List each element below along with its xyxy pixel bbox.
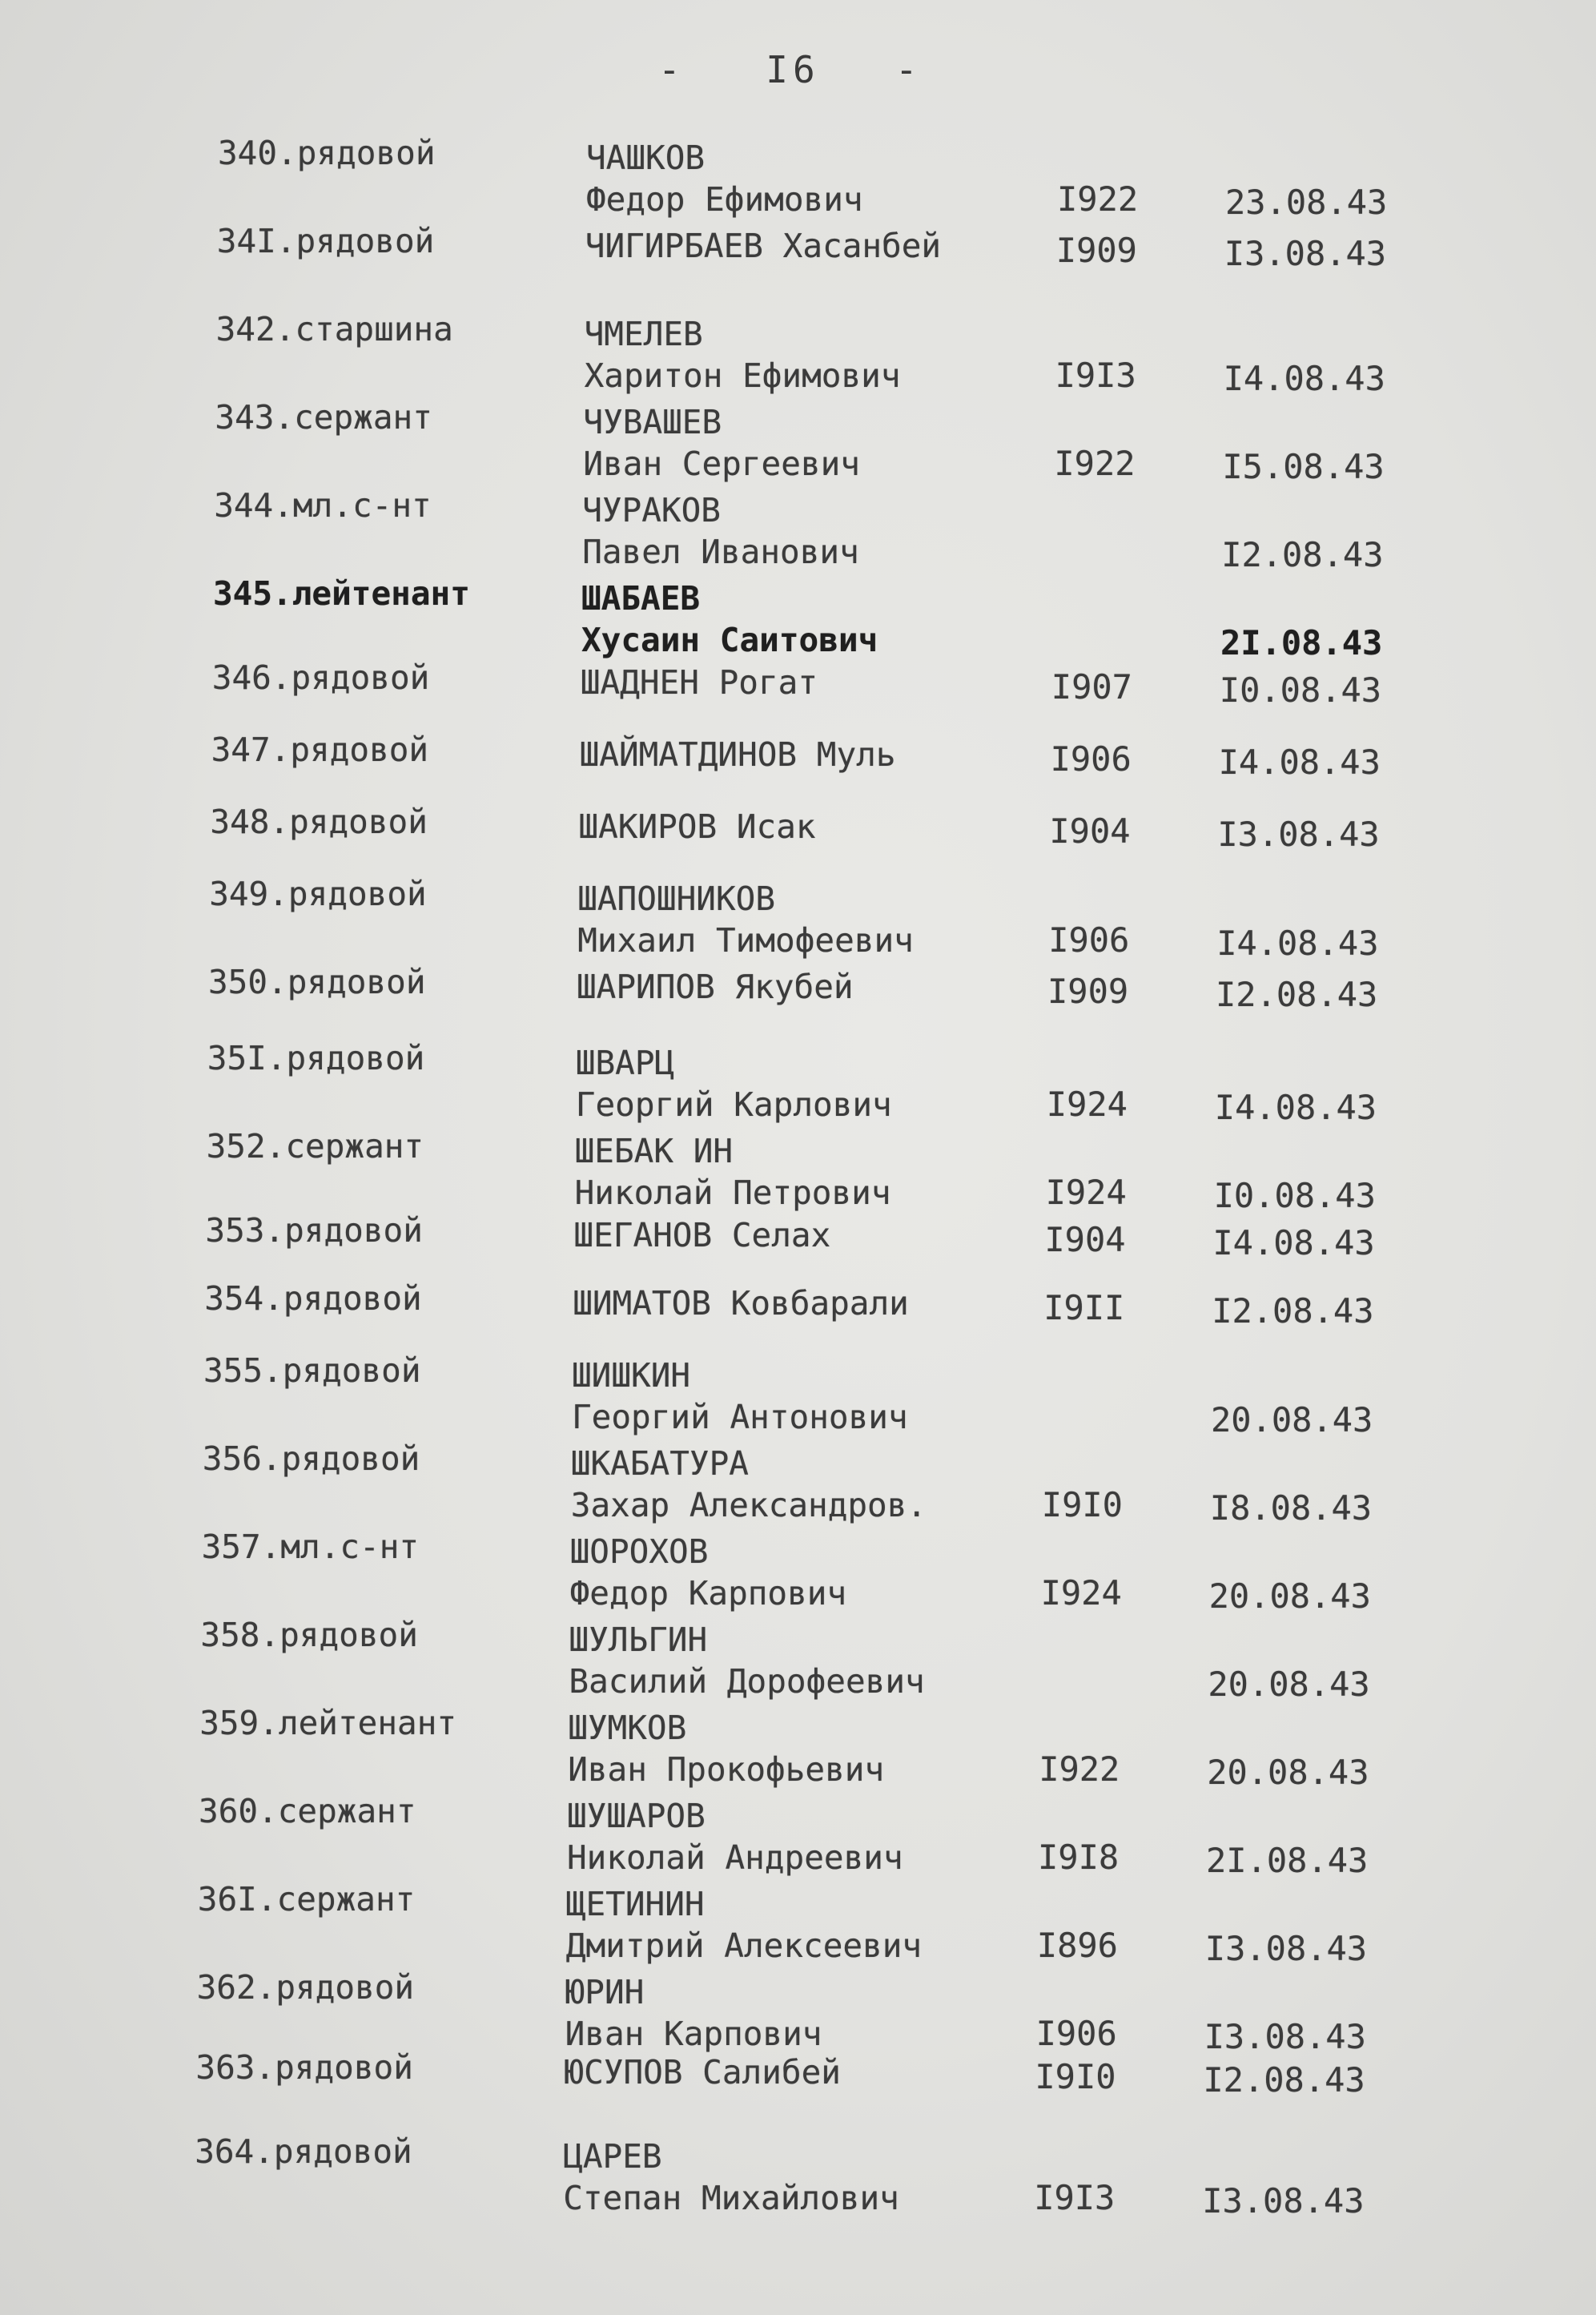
date-cell: I4.08.43: [1214, 1088, 1377, 1127]
date-cell: 20.08.43: [1207, 1753, 1369, 1792]
date-cell: 20.08.43: [1208, 1576, 1371, 1616]
list-item: [0, 1350, 1596, 1439]
rank-cell: 340.рядовой: [218, 134, 436, 172]
date-cell: I2.08.43: [1212, 1291, 1374, 1331]
list-item: [0, 1614, 1596, 1704]
list-item: [0, 485, 1596, 574]
rank-cell: 349.рядовой: [209, 875, 427, 913]
given-name-cell: Василий Дорофеевич: [569, 1662, 925, 1701]
surname-cell: ШАЙМАТДИНОВ Муль: [579, 735, 896, 774]
birth-year-cell: I904: [1049, 811, 1131, 851]
date-cell: I3.08.43: [1224, 234, 1387, 273]
surname-cell: ЧУВАШЕВ: [583, 403, 722, 441]
surname-cell: ШУМКОВ: [568, 1709, 687, 1747]
birth-year-cell: I9I8: [1038, 1838, 1120, 1877]
date-cell: 2I.08.43: [1220, 623, 1383, 662]
given-name-cell: Захар Александров.: [570, 1486, 927, 1524]
birth-year-cell: I9I0: [1035, 2057, 1116, 2096]
birth-year-cell: I9II: [1043, 1288, 1125, 1327]
birth-year-cell: I907: [1051, 667, 1132, 707]
date-cell: I3.08.43: [1217, 815, 1380, 854]
given-name-cell: Николай Андреевич: [567, 1838, 903, 1877]
date-cell: I5.08.43: [1222, 447, 1385, 486]
given-name-cell: Николай Петрович: [574, 1174, 891, 1212]
list-item: [0, 1526, 1596, 1616]
surname-cell: ШИМАТОВ Ковбарали: [573, 1284, 909, 1323]
surname-cell: ШЕГАНОВ Селах: [573, 1216, 831, 1254]
birth-year-cell: I9I3: [1055, 356, 1136, 395]
rank-cell: 355.рядовой: [203, 1351, 421, 1390]
list-item: [0, 1967, 1596, 2056]
rank-cell: 342.старшина: [215, 310, 453, 348]
surname-cell: ЧУРАКОВ: [582, 491, 721, 529]
given-name-cell: Дмитрий Алексеевич: [565, 1926, 923, 1965]
given-name-cell: Георгий Карлович: [575, 1085, 892, 1124]
given-name-cell: Иван Прокофьевич: [568, 1750, 885, 1789]
date-cell: I3.08.43: [1202, 2181, 1365, 2220]
surname-cell: ЧАШКОВ: [586, 139, 706, 177]
date-cell: 2I.08.43: [1206, 1841, 1369, 1880]
list-item: [0, 873, 1596, 963]
rank-cell: 357.мл.с-нт: [201, 1528, 420, 1566]
birth-year-cell: I924: [1045, 1173, 1127, 1212]
birth-year-cell: I906: [1048, 920, 1130, 960]
rank-cell: 358.рядовой: [200, 1616, 418, 1654]
rank-cell: 35I.рядовой: [207, 1039, 425, 1077]
date-cell: 20.08.43: [1211, 1400, 1373, 1439]
list-item: [0, 2047, 1596, 2133]
rank-cell: 344.мл.с-нт: [214, 486, 432, 525]
surname-cell: ЧИГИРБАЕВ Хасанбей: [585, 227, 942, 265]
date-cell: I3.08.43: [1204, 2017, 1366, 2056]
surname-cell: ШАДНЕН Рогат: [580, 663, 818, 702]
rank-cell: 348.рядовой: [210, 803, 428, 841]
header-dash-right: -: [895, 48, 918, 91]
date-cell: I0.08.43: [1219, 670, 1382, 710]
rank-cell: 34I.рядовой: [216, 222, 435, 260]
birth-year-cell: I922: [1057, 179, 1139, 219]
surname-cell: ШОРОХОВ: [569, 1532, 709, 1571]
list-item: [0, 1878, 1596, 1968]
given-name-cell: Степан Михайлович: [563, 2179, 899, 2217]
list-item: [0, 2131, 1596, 2220]
surname-cell: ШУШАРОВ: [567, 1797, 706, 1835]
birth-year-cell: I924: [1046, 1085, 1128, 1124]
header-dash-left: -: [658, 48, 681, 91]
date-cell: I0.08.43: [1213, 1176, 1376, 1215]
birth-year-cell: I924: [1040, 1573, 1122, 1612]
date-cell: 20.08.43: [1208, 1665, 1370, 1704]
birth-year-cell: I922: [1054, 444, 1136, 483]
surname-cell: ШУЛЬГИН: [569, 1620, 708, 1659]
rank-cell: 347.рядовой: [211, 731, 429, 769]
list-item: [0, 220, 1596, 307]
date-cell: I2.08.43: [1221, 535, 1384, 574]
surname-cell: ЩЕТИНИН: [565, 1885, 705, 1923]
surname-cell: ЦАРЕВ: [563, 2137, 662, 2176]
date-cell: I8.08.43: [1209, 1488, 1373, 1528]
surname-cell: ШИШКИН: [572, 1356, 691, 1395]
list-item: [0, 1438, 1596, 1528]
date-cell: I3.08.43: [1204, 1929, 1368, 1968]
birth-year-cell: I906: [1050, 739, 1132, 779]
rank-cell: 346.рядовой: [211, 658, 430, 697]
surname-cell: ЮРИН: [565, 1973, 645, 2011]
rank-cell: 36I.сержант: [197, 1880, 416, 1918]
rank-cell: 345.лейтенант: [213, 574, 470, 613]
surname-cell: ШЕБАК ИН: [574, 1132, 734, 1170]
surname-cell: ШАРИПОВ Якубей: [577, 968, 854, 1006]
date-cell: I4.08.43: [1223, 359, 1385, 398]
birth-year-cell: I922: [1039, 1749, 1120, 1789]
list-item: [0, 132, 1596, 222]
birth-year-cell: I909: [1055, 231, 1137, 270]
rank-cell: 359.лейтенант: [199, 1704, 457, 1742]
list-item: [0, 961, 1596, 1048]
given-name-cell: Иван Карпович: [565, 2015, 822, 2053]
rank-cell: 354.рядовой: [204, 1279, 422, 1318]
birth-year-cell: I909: [1047, 972, 1129, 1011]
rank-cell: 356.рядовой: [202, 1439, 420, 1478]
surname-cell: ШВАРЦ: [575, 1044, 675, 1082]
birth-year-cell: I906: [1035, 2014, 1117, 2053]
list-item: [0, 397, 1596, 486]
birth-year-cell: I9I0: [1041, 1485, 1123, 1524]
birth-year-cell: I904: [1044, 1220, 1126, 1259]
date-cell: I2.08.43: [1203, 2060, 1365, 2100]
surname-cell: ШАБАЕВ: [581, 579, 701, 618]
list-item: [0, 1702, 1596, 1792]
rank-cell: 343.сержант: [215, 398, 432, 437]
list-item: [0, 1125, 1596, 1215]
given-name-cell: Михаил Тимофеевич: [577, 921, 914, 960]
rank-cell: 362.рядовой: [196, 1968, 415, 2007]
surname-cell: ШАКИРОВ Исак: [578, 807, 816, 846]
rank-cell: 364.рядовой: [195, 2132, 412, 2171]
date-cell: I4.08.43: [1212, 1223, 1375, 1262]
date-cell: I4.08.43: [1216, 924, 1379, 963]
given-name-cell: Хусаин Саитович: [581, 621, 878, 659]
birth-year-cell: I9I3: [1034, 2178, 1116, 2217]
birth-year-cell: I896: [1036, 1926, 1118, 1965]
list-item: [0, 308, 1596, 398]
date-cell: I4.08.43: [1218, 743, 1381, 782]
date-cell: I2.08.43: [1216, 975, 1378, 1014]
rank-cell: 363.рядовой: [195, 2048, 413, 2087]
surname-cell: ЧМЕЛЕВ: [584, 315, 703, 353]
page-number: I6: [766, 48, 820, 91]
rank-cell: 350.рядовой: [208, 963, 426, 1001]
given-name-cell: Георгий Антонович: [572, 1398, 908, 1436]
surname-cell: ШАПОШНИКОВ: [577, 880, 776, 918]
given-name-cell: Павел Иванович: [582, 533, 859, 571]
surname-cell: ЮСУПОВ Салибей: [564, 2053, 841, 2092]
rank-cell: 353.рядовой: [205, 1211, 423, 1250]
surname-cell: ШКАБАТУРА: [570, 1444, 749, 1483]
rank-cell: 352.сержант: [206, 1127, 424, 1166]
given-name-cell: Федор Ефимович: [586, 180, 863, 219]
given-name-cell: Федор Карпович: [569, 1574, 847, 1612]
rank-cell: 360.сержант: [199, 1792, 416, 1830]
list-item: [0, 1790, 1596, 1880]
given-name-cell: Иван Сергеевич: [583, 445, 860, 483]
list-item: [0, 1037, 1596, 1127]
list-item: [0, 573, 1596, 662]
given-name-cell: Харитон Ефимович: [584, 356, 901, 395]
date-cell: 23.08.43: [1225, 183, 1388, 222]
